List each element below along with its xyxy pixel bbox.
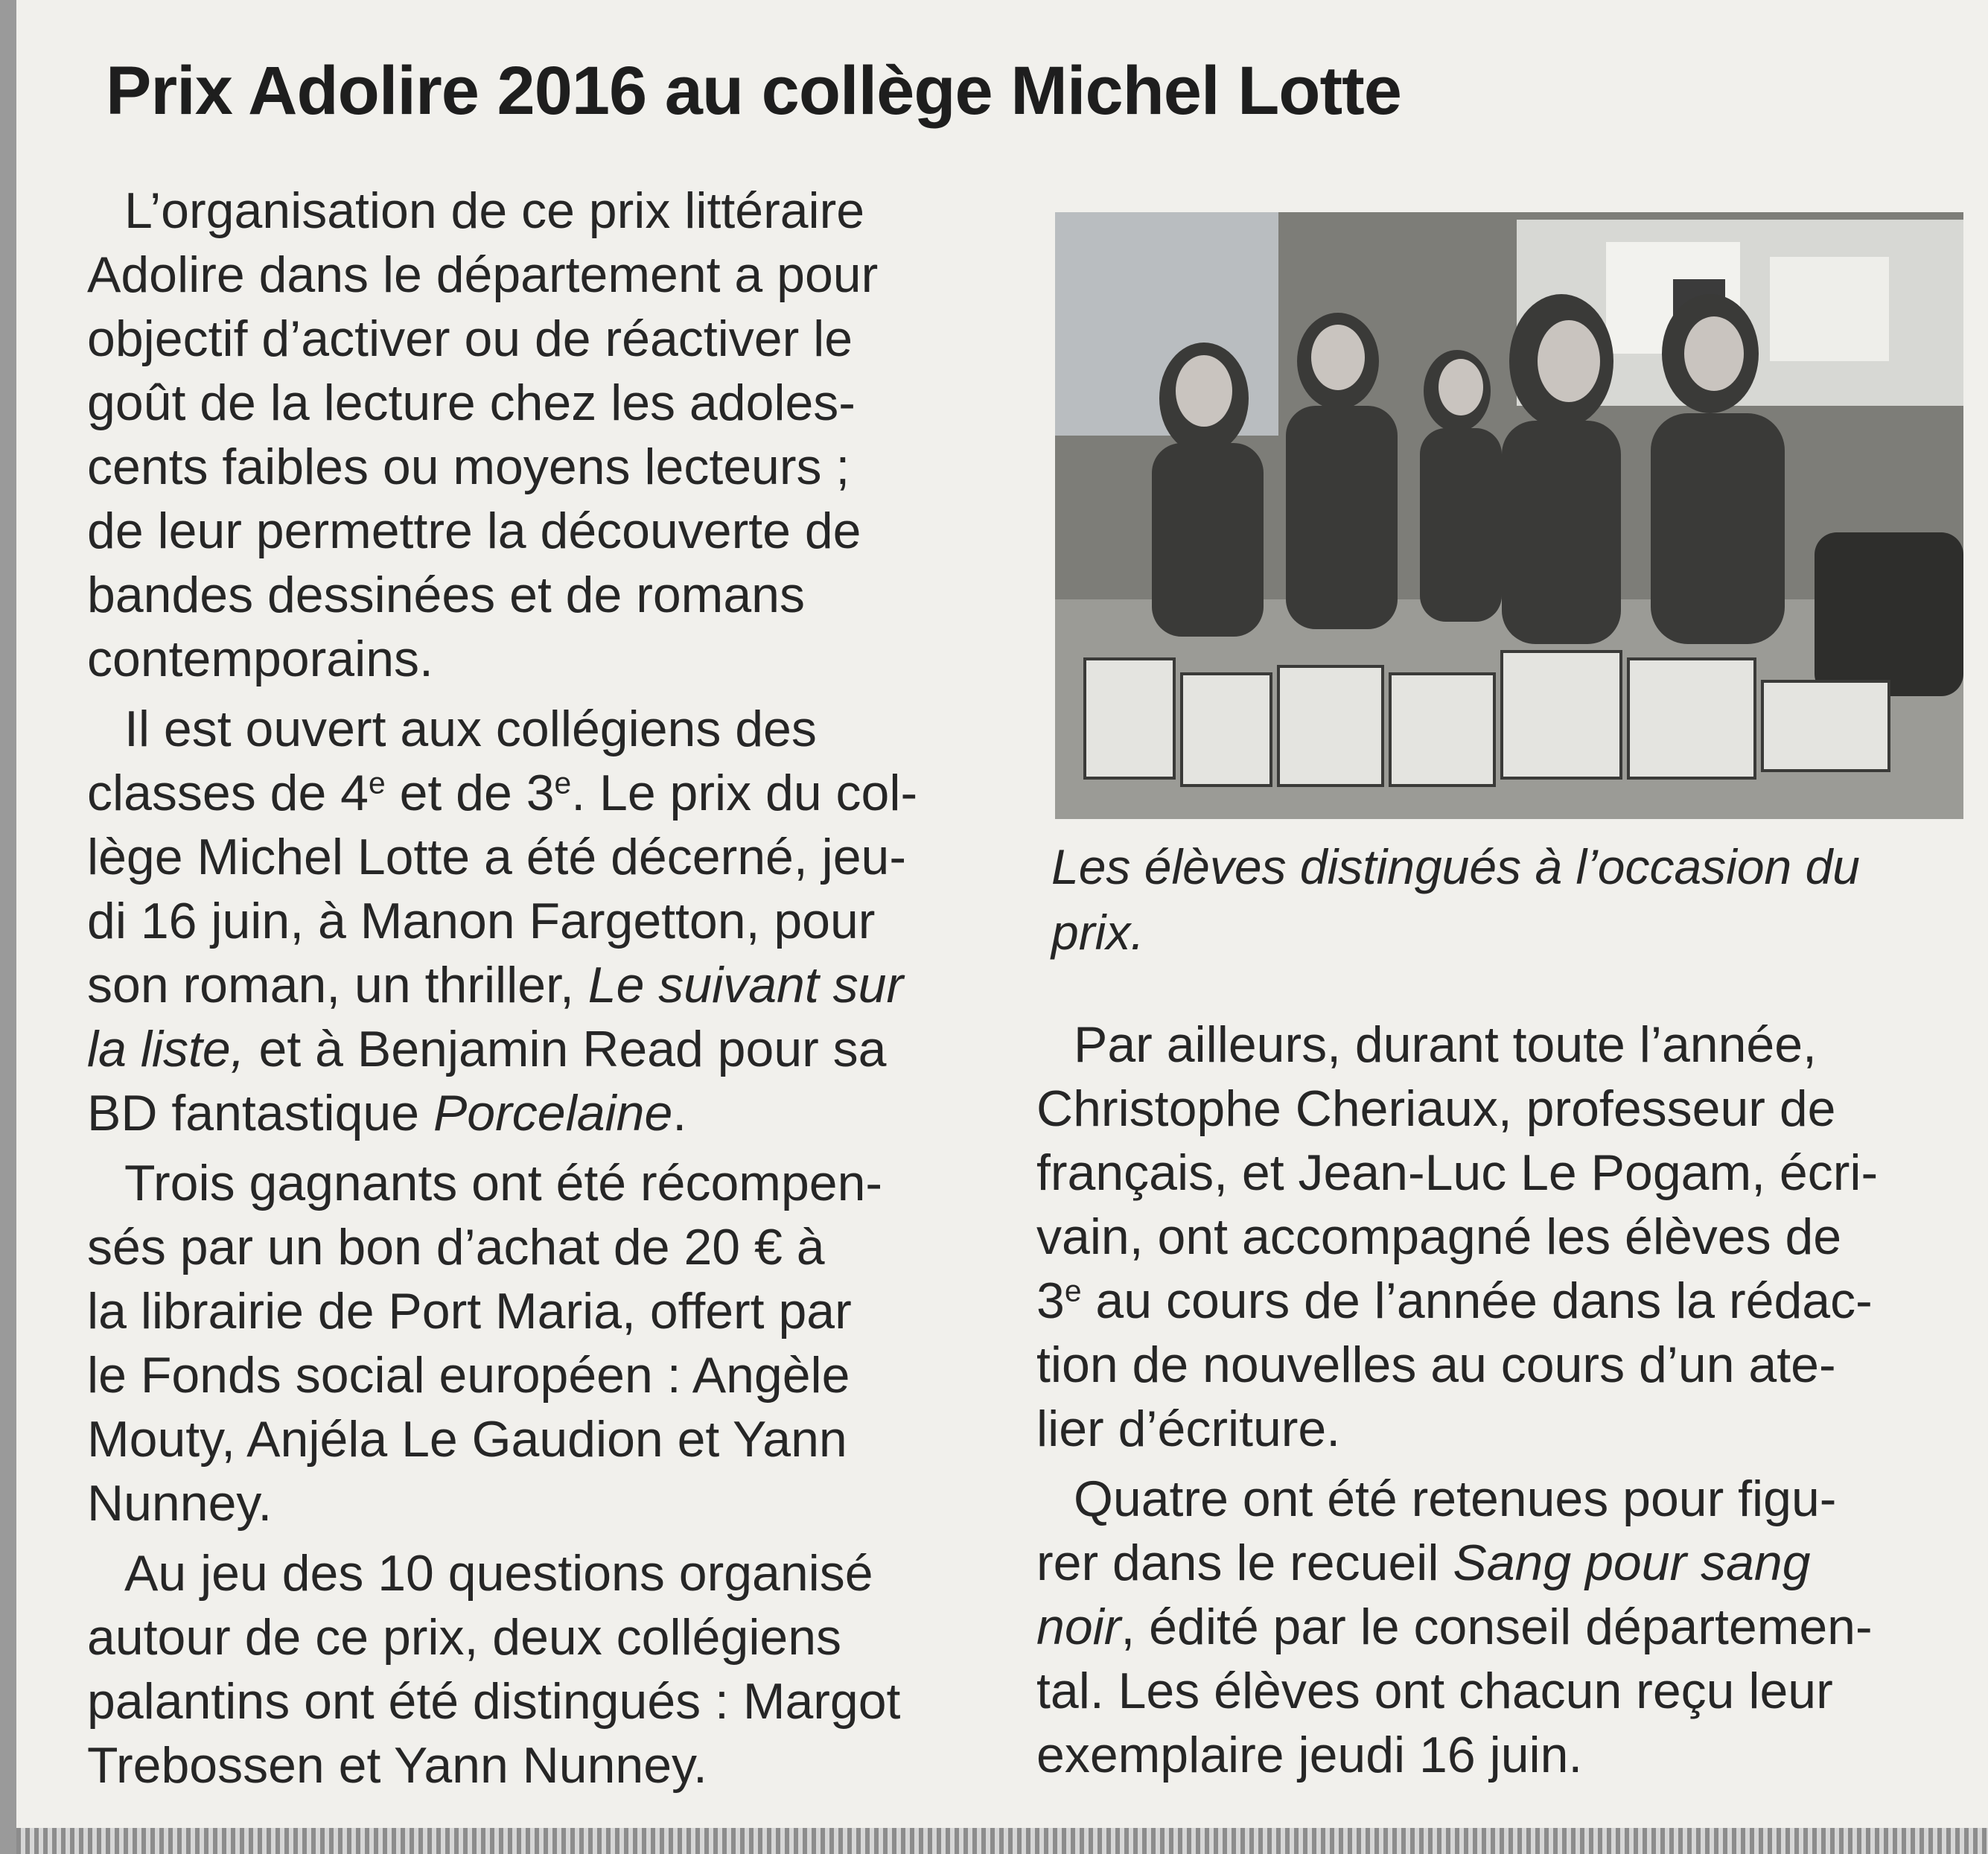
paragraph-4: Au jeu des 10 questions organisé autour de ce prix, deux collégiens palantins ont été distingués : Margot Trebossen et Yann Nunney. (87, 1545, 901, 1794)
paragraph-2: Il est ouvert aux collégiens des classes de 4e et de 3e. Le prix du col- lège Michel Lotte a été décerné, jeu- di 16 juin, à Manon Fargetton, pour son roman, un thriller, Le suivant sur la liste, et à Benjamin Read pour sa BD fantastique Porcelaine. (87, 701, 918, 1141)
paragraph-6: Quatre ont été retenues pour figu- rer dans le recueil Sang pour sang noir, édité par le conseil départemen- tal. Les élèves ont chacun reçu leur exemplaire jeudi 16 juin. (1036, 1471, 1873, 1783)
article-title: Prix Adolire 2016 au collège Michel Lotte (106, 53, 1401, 129)
paragraph-3: Trois gagnants ont été récompen- sés par un bon d’achat de 20 € à la librairie de Port Maria, offert par le Fonds social européen : Angèle Mouty, Anjéla Le Gaudion et Yann Nunney. (87, 1155, 883, 1532)
right-column (1036, 1013, 1937, 1793)
paragraph-5: Par ailleurs, durant toute l’année, Christophe Cheriaux, professeur de français, et Jean-Luc Le Pogam, écri- vain, ont accompagné les élèves de 3e au cours de l’année dans la rédac- tion de nouvelles au cours d’un ate- lier d’écriture. (1036, 1016, 1879, 1457)
paragraph-1: L’organisation de ce prix littéraire Adolire dans le département a pour objectif d’activer ou de réactiver le goût de la lecture chez les adoles- cents faibles ou moyens lecteurs ; de leur permettre la découverte de bandes dessinées et de romans contemporains. (87, 182, 879, 687)
scan-edge-strip (16, 1828, 1988, 1854)
students-photo (1055, 212, 1963, 819)
book-title-le-suivant: Le suivant sur (587, 957, 904, 1013)
book-title-porcelaine: Porcelaine (433, 1085, 673, 1141)
left-column (87, 179, 1003, 1803)
book-title-sang-pour-sang: Sang pour sang (1453, 1535, 1811, 1591)
photo-illustration (1055, 212, 1963, 819)
photo-caption: Les élèves distingués à l’occasion du prix. (1051, 839, 1861, 960)
